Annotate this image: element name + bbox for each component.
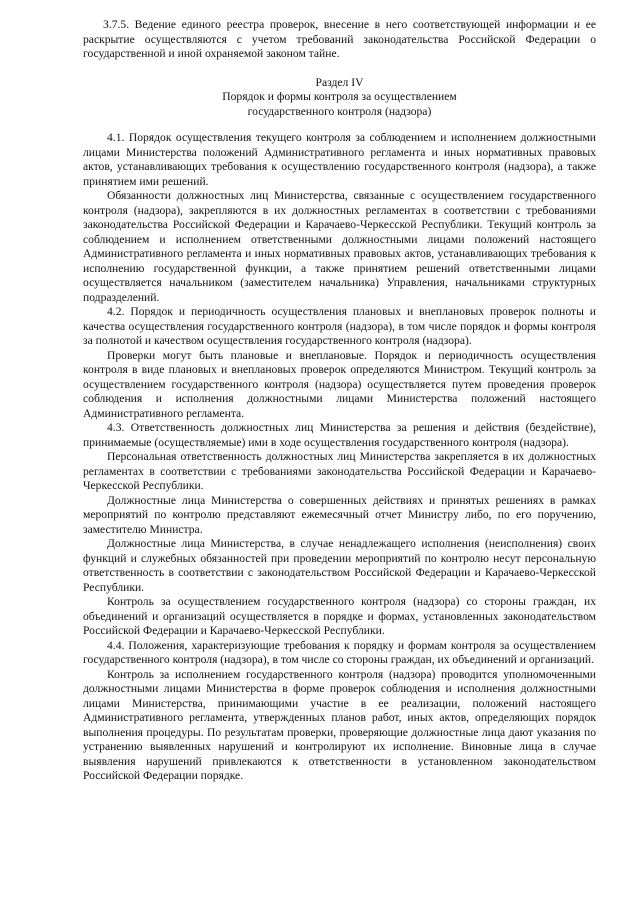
heading-spacer xyxy=(83,119,596,131)
paragraph-personal-responsibility: Персональная ответственность должностных лиц Министерства закрепляется в их должностных регламентах в соответствии с требованиями законодательства Российской Федерации и Карачаево-Черкесской Республики. xyxy=(83,450,596,492)
paragraph-inspections: Проверки могут быть плановые и внеплановые. Порядок и периодичность осуществления контроля в виде плановых и внеплановых проверок определяются Министром. Текущий контроль за осуществлением государственного контроля (надзора) осуществляется путем проведения проверок соблюдения и исполнения должностными лицами Министерства положений настоящего Административного регламента. xyxy=(83,348,596,420)
paragraph-officials-liability: Должностные лица Министерства, в случае ненадлежащего исполнения (неисполнения) своих функций и служебных обязанностей при проведении мероприятий по контролю несут персональную ответственность в соответствии с законодательством Российской Федерации и Карачаево-Черкесской Республики. xyxy=(83,537,596,594)
paragraph-4-1: 4.1. Порядок осуществления текущего контроля за соблюдением и исполнением должностными лицами Министерства положений Административного регламента и иных нормативных правовых актов, устанавливающих требования к осуществлению государственного контроля (надзора), а также принятием ими решений. xyxy=(83,131,596,188)
paragraph-duties: Обязанности должностных лиц Министерства, связанные с осуществлением государственного контроля (надзора), закрепляются в их должностных регламентах в соответствии с требованиями законодательства Российской Федерации и Карачаево-Черкесской Республики. Текущий контроль за соблюдением и исполнением ответственными должностными лицами положений настоящего Административного регламента и иных нормативных правовых актов, устанавливающих требования к исполнению государственной функции, а также принятием решений ответственными лицами осуществляется начальником (заместителем начальника) Управления, начальниками структурных подразделений. xyxy=(83,189,596,304)
paragraph-citizen-control: Контроль за осуществлением государственного контроля (надзора) со стороны граждан, их объединений и организаций осуществляется в порядке и формах, установленных законодательством Российской Федерации и Карачаево-Черкесской Республики. xyxy=(83,595,596,637)
section-title-line-2: государственного контроля (надзора) xyxy=(247,104,432,118)
paragraph-monthly-report: Должностные лица Министерства о совершенных действиях и принятых решениях в рамках мероприятий по контролю представляют ежемесячный отчет Министру либо, по его поручению, заместителю Министра. xyxy=(83,493,596,536)
paragraph-control-execution: Контроль за исполнением государственного контроля (надзора) проводится уполномоченными должностными лицами Министерства в форме проверок соблюдения и исполнения должностными лицами Министерства, принимающими участие в ее реализации, положений настоящего Административного регламента, утвержденных планов работ, иных актов, определяющих порядок выполнения процедуры. По результатам проверки, проверяющие должностные лица дают указания по устранению выявленных нарушений и контролируют их исполнение. Виновные лица в случае выявления нарушений привлекаются к ответственности в установленном законодательством Российской Федерации порядке. xyxy=(83,667,596,782)
intro-paragraph: 3.7.5. Ведение единого реестра проверок, внесение в него соответствующей информации и ее раскрытие осуществляются с учетом требований законодательства Российской Федерации о государственной и иной охраняемой законом тайне. xyxy=(83,18,596,60)
document-body xyxy=(83,18,596,784)
section-number: Раздел IV xyxy=(315,75,364,89)
section-spacer xyxy=(83,62,596,76)
paragraph-4-4: 4.4. Положения, характеризующие требования к порядку и формам контроля за осуществлением государственного контроля (надзора), в том числе со стороны граждан, их объединений и организаций. xyxy=(83,638,596,666)
paragraph-4-2: 4.2. Порядок и периодичность осуществления плановых и внеплановых проверок полноты и качества осуществления государственного контроля (надзора), в том числе порядок и формы контроля за полнотой и качеством осуществления государственного контроля (надзора). xyxy=(83,305,596,347)
paragraph-4-3: 4.3. Ответственность должностных лиц Министерства за решения и действия (бездействие), принимаемые (осуществляемые) ими в ходе осуществления государственного контроля (надзора). xyxy=(83,421,596,449)
section-title-line-1: Порядок и формы контроля за осуществлением xyxy=(222,90,457,103)
